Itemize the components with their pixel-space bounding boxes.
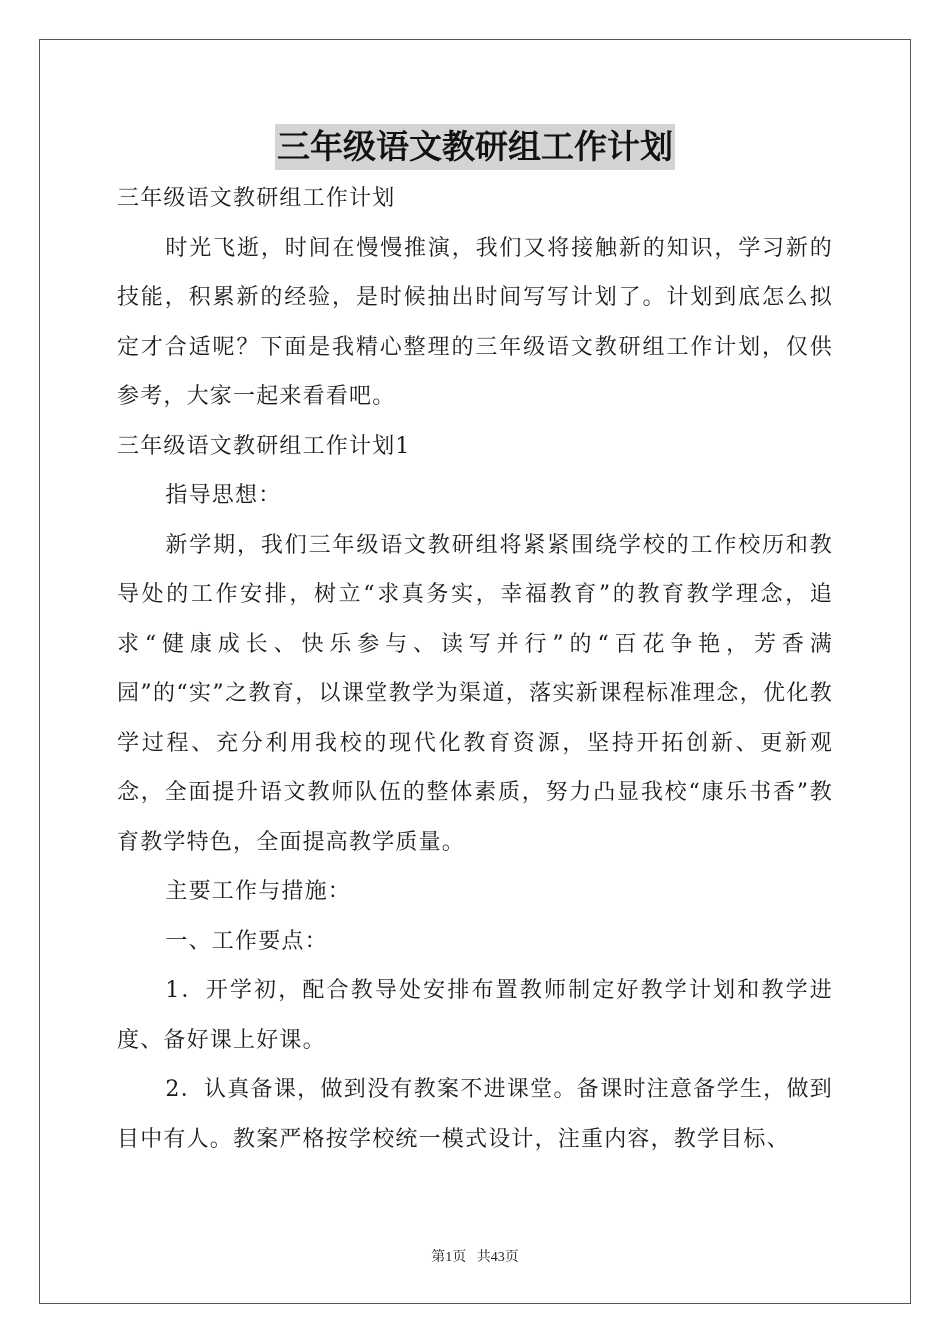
- document-title: 三年级语文教研组工作计划: [275, 124, 675, 170]
- paragraph-item-2: 2．认真备课，做到没有教案不进课堂。备课时注意备学生，做到目中有人。教案严格按学校统一模式设计，注重内容，教学目标、: [117, 1077, 833, 1152]
- document-body: [117, 174, 833, 1164]
- paragraph-guiding-ideology: 新学期，我们三年级语文教研组将紧紧围绕学校的工作校历和教导处的工作安排，树立“求真务实，幸福教育”的教育教学理念，追求“健康成长、快乐参与、读写并行”的“百花争艳，芳香满园”的“实”之教育，以课堂教学为渠道，落实新课程标准理念，优化教学过程、充分利用我校的现代化教育资源，坚持开拓创新、更新观念，全面提升语文教师队伍的整体素质，努力凸显我校“康乐书香”教育教学特色，全面提高教学质量。: [117, 532, 833, 855]
- paragraph-work-points-label: 一、工作要点：: [165, 928, 328, 954]
- page-total: 共43页: [476, 1250, 519, 1265]
- paragraph-intro: 时光飞逝，时间在慢慢推演，我们又将接触新的知识，学习新的技能，积累新的经验，是时候抽出时间写写计划了。计划到底怎么拟定才合适呢？下面是我精心整理的三年级语文教研组工作计划，仅供参考，大家一起来看看吧。: [117, 235, 833, 409]
- paragraph-main-work-label: 主要工作与措施：: [165, 879, 351, 904]
- paragraph-section-heading: 三年级语文教研组工作计划1: [117, 433, 411, 459]
- title-container: [0, 124, 950, 170]
- page-number: 第1页: [431, 1250, 467, 1265]
- paragraph-item-1: 1．开学初，配合教导处安排布置教师制定好教学计划和教学进度、备好课上好课。: [117, 978, 833, 1053]
- paragraph-guiding-ideology-label: 指导思想：: [165, 483, 282, 508]
- page-footer: [0, 1246, 950, 1266]
- paragraph-subtitle: 三年级语文教研组工作计划: [117, 186, 396, 211]
